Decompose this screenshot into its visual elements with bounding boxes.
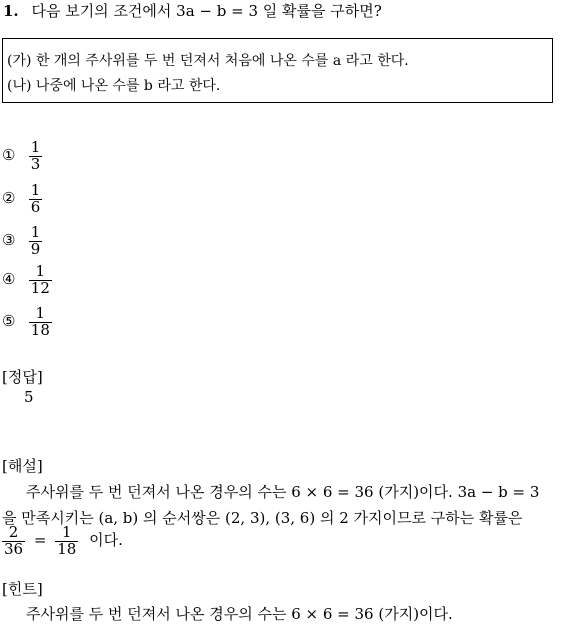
explanation-tail: 이다. (89, 531, 123, 550)
option-1[interactable] (2, 140, 42, 173)
option-2[interactable] (2, 183, 42, 216)
explanation-line-1: 주사위를 두 번 던져서 나온 경우의 수는 6 × 6 = 36 (가지)이다. 3a − b = 3 (26, 483, 540, 501)
explanation-probability (2, 525, 123, 558)
explanation-line-2: 을 만족시키는 (a, b) 의 순서쌍은 (2, 3), (3, 6) 의 2 가지이므로 구하는 확률은 (2, 509, 523, 527)
hint-label: [힌트] (2, 580, 43, 598)
option-4[interactable] (2, 264, 52, 297)
question-text: 다음 보기의 조건에서 3a − b = 3 일 확률을 구하면? (31, 2, 382, 20)
option-5[interactable] (2, 306, 52, 339)
option-mark: ④ (2, 270, 16, 289)
explanation-label: [해설] (2, 457, 43, 475)
answer-value: 5 (24, 388, 34, 406)
fraction-1-18: $\frac{1}{18}$ (57, 523, 77, 558)
option-mark: ③ (2, 231, 16, 250)
condition-line-2: (나) 나중에 나온 수를 b 라고 한다. (7, 78, 221, 94)
condition-line-1: (가) 한 개의 주사위를 두 번 던져서 처음에 나온 수를 a 라고 한다. (7, 53, 409, 69)
equals-sign: = (33, 531, 47, 550)
option-fraction: $\frac{1}{12}$ (30, 262, 50, 297)
question-header (3, 0, 382, 21)
option-3[interactable] (2, 225, 42, 258)
fraction-2-36: $\frac{2}{36}$ (4, 523, 24, 558)
question-number: 1. (3, 2, 19, 20)
option-mark: ② (2, 189, 16, 208)
option-fraction: $\frac{1}{18}$ (30, 304, 50, 339)
option-fraction: $\frac{1}{9}$ (30, 223, 41, 258)
hint-line-1: 주사위를 두 번 던져서 나온 경우의 수는 6 × 6 = 36 (가지)이다. (26, 605, 453, 623)
answer-label: [정답] (2, 368, 43, 386)
option-fraction: $\frac{1}{6}$ (30, 181, 41, 216)
option-mark: ⑤ (2, 312, 16, 331)
option-mark: ① (2, 146, 16, 165)
option-fraction: $\frac{1}{3}$ (30, 138, 41, 173)
